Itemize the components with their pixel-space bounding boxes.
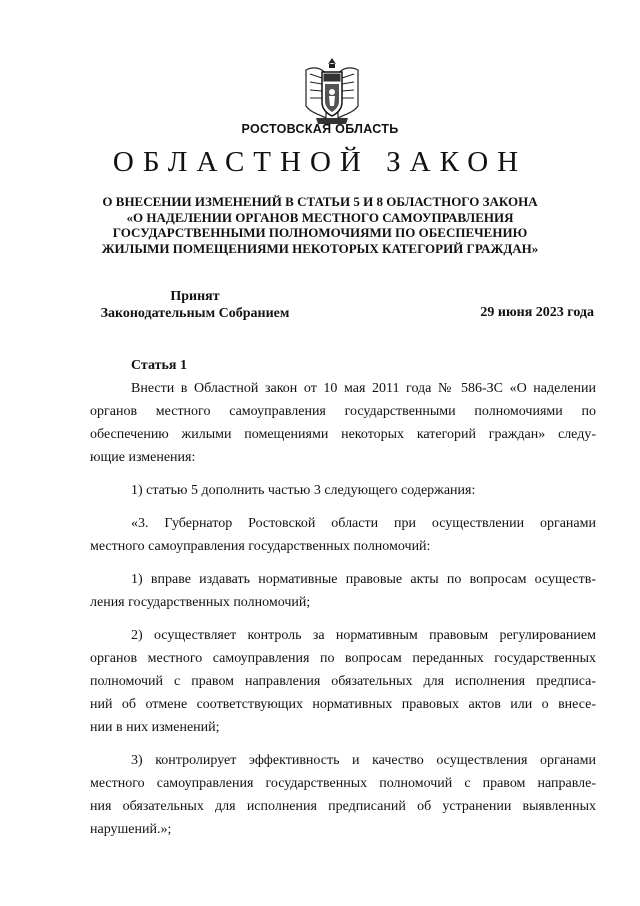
document-body: [90, 354, 596, 841]
text-line: местного самоуправления государственных полномочий с правом направле-: [90, 776, 596, 791]
text-line: 1) вправе издавать нормативные правовые акты по вопросам осуществ-: [131, 572, 596, 587]
article-heading: Статья 1: [131, 358, 187, 373]
adopting-body: Законодательным Собранием: [100, 306, 290, 321]
text-line: 1) статью 5 дополнить частью 3 следующего содержания:: [131, 483, 476, 498]
text-line: Внести в Областной закон от 10 мая 2011 года № 586-ЗС «О наделении: [131, 381, 596, 396]
adopted-label: Принят: [170, 289, 220, 304]
text-line: нарушений.»;: [90, 822, 172, 837]
text-line: полномочий с правом направления обязательных для исполнения предписа-: [90, 674, 596, 689]
text-line: обеспечению жилыми помещениями некоторых категорий граждан» следу-: [90, 427, 596, 442]
subject-line: ЖИЛЫМИ ПОМЕЩЕНИЯМИ НЕКОТОРЫХ КАТЕГОРИЙ ГРАЖДАН»: [101, 240, 539, 256]
text-line: нии в них изменений;: [90, 720, 220, 735]
law-subject: [90, 194, 550, 256]
subject-line: «О НАДЕЛЕНИИ ОРГАНОВ МЕСТНОГО САМОУПРАВЛЕНИЯ: [126, 209, 514, 225]
text-line: органов местного самоуправления государственными полномочиями по: [90, 404, 596, 419]
text-line: 3) контролирует эффективность и качество осуществления органами: [131, 753, 596, 768]
text-line: 2) осуществляет контроль за нормативным правовым регулированием: [131, 628, 596, 643]
text-line: органов местного самоуправления по вопросам переданных государственных: [90, 651, 596, 666]
text-line: ющие изменения:: [90, 450, 196, 465]
text-line: ний об отмене соответствующих нормативных правовых актов или о внесе-: [90, 697, 596, 712]
adoption-info: [90, 288, 300, 322]
text-line: местного самоуправления государственных полномочий:: [90, 539, 431, 554]
law-type-title: ОБЛАСТНОЙ ЗАКОН: [112, 146, 528, 178]
text-line: ния обязательных для исполнения предписаний об устранении выявленных: [90, 799, 596, 814]
subject-line: ГОСУДАРСТВЕННЫМИ ПОЛНОМОЧИЯМИ ПО ОБЕСПЕЧЕНИЮ: [112, 225, 528, 240]
text-line: «3. Губернатор Ростовской области при осуществлении органами: [131, 516, 596, 531]
region-name: РОСТОВСКАЯ ОБЛАСТЬ: [241, 122, 399, 136]
subject-line: О ВНЕСЕНИИ ИЗМЕНЕНИЙ В СТАТЬИ 5 И 8 ОБЛАСТНОГО ЗАКОНА: [102, 194, 538, 209]
text-line: ления государственных полномочий;: [90, 595, 311, 610]
coat-of-arms-emblem: [296, 56, 368, 128]
adoption-date: 29 июня 2023 года: [480, 305, 594, 320]
